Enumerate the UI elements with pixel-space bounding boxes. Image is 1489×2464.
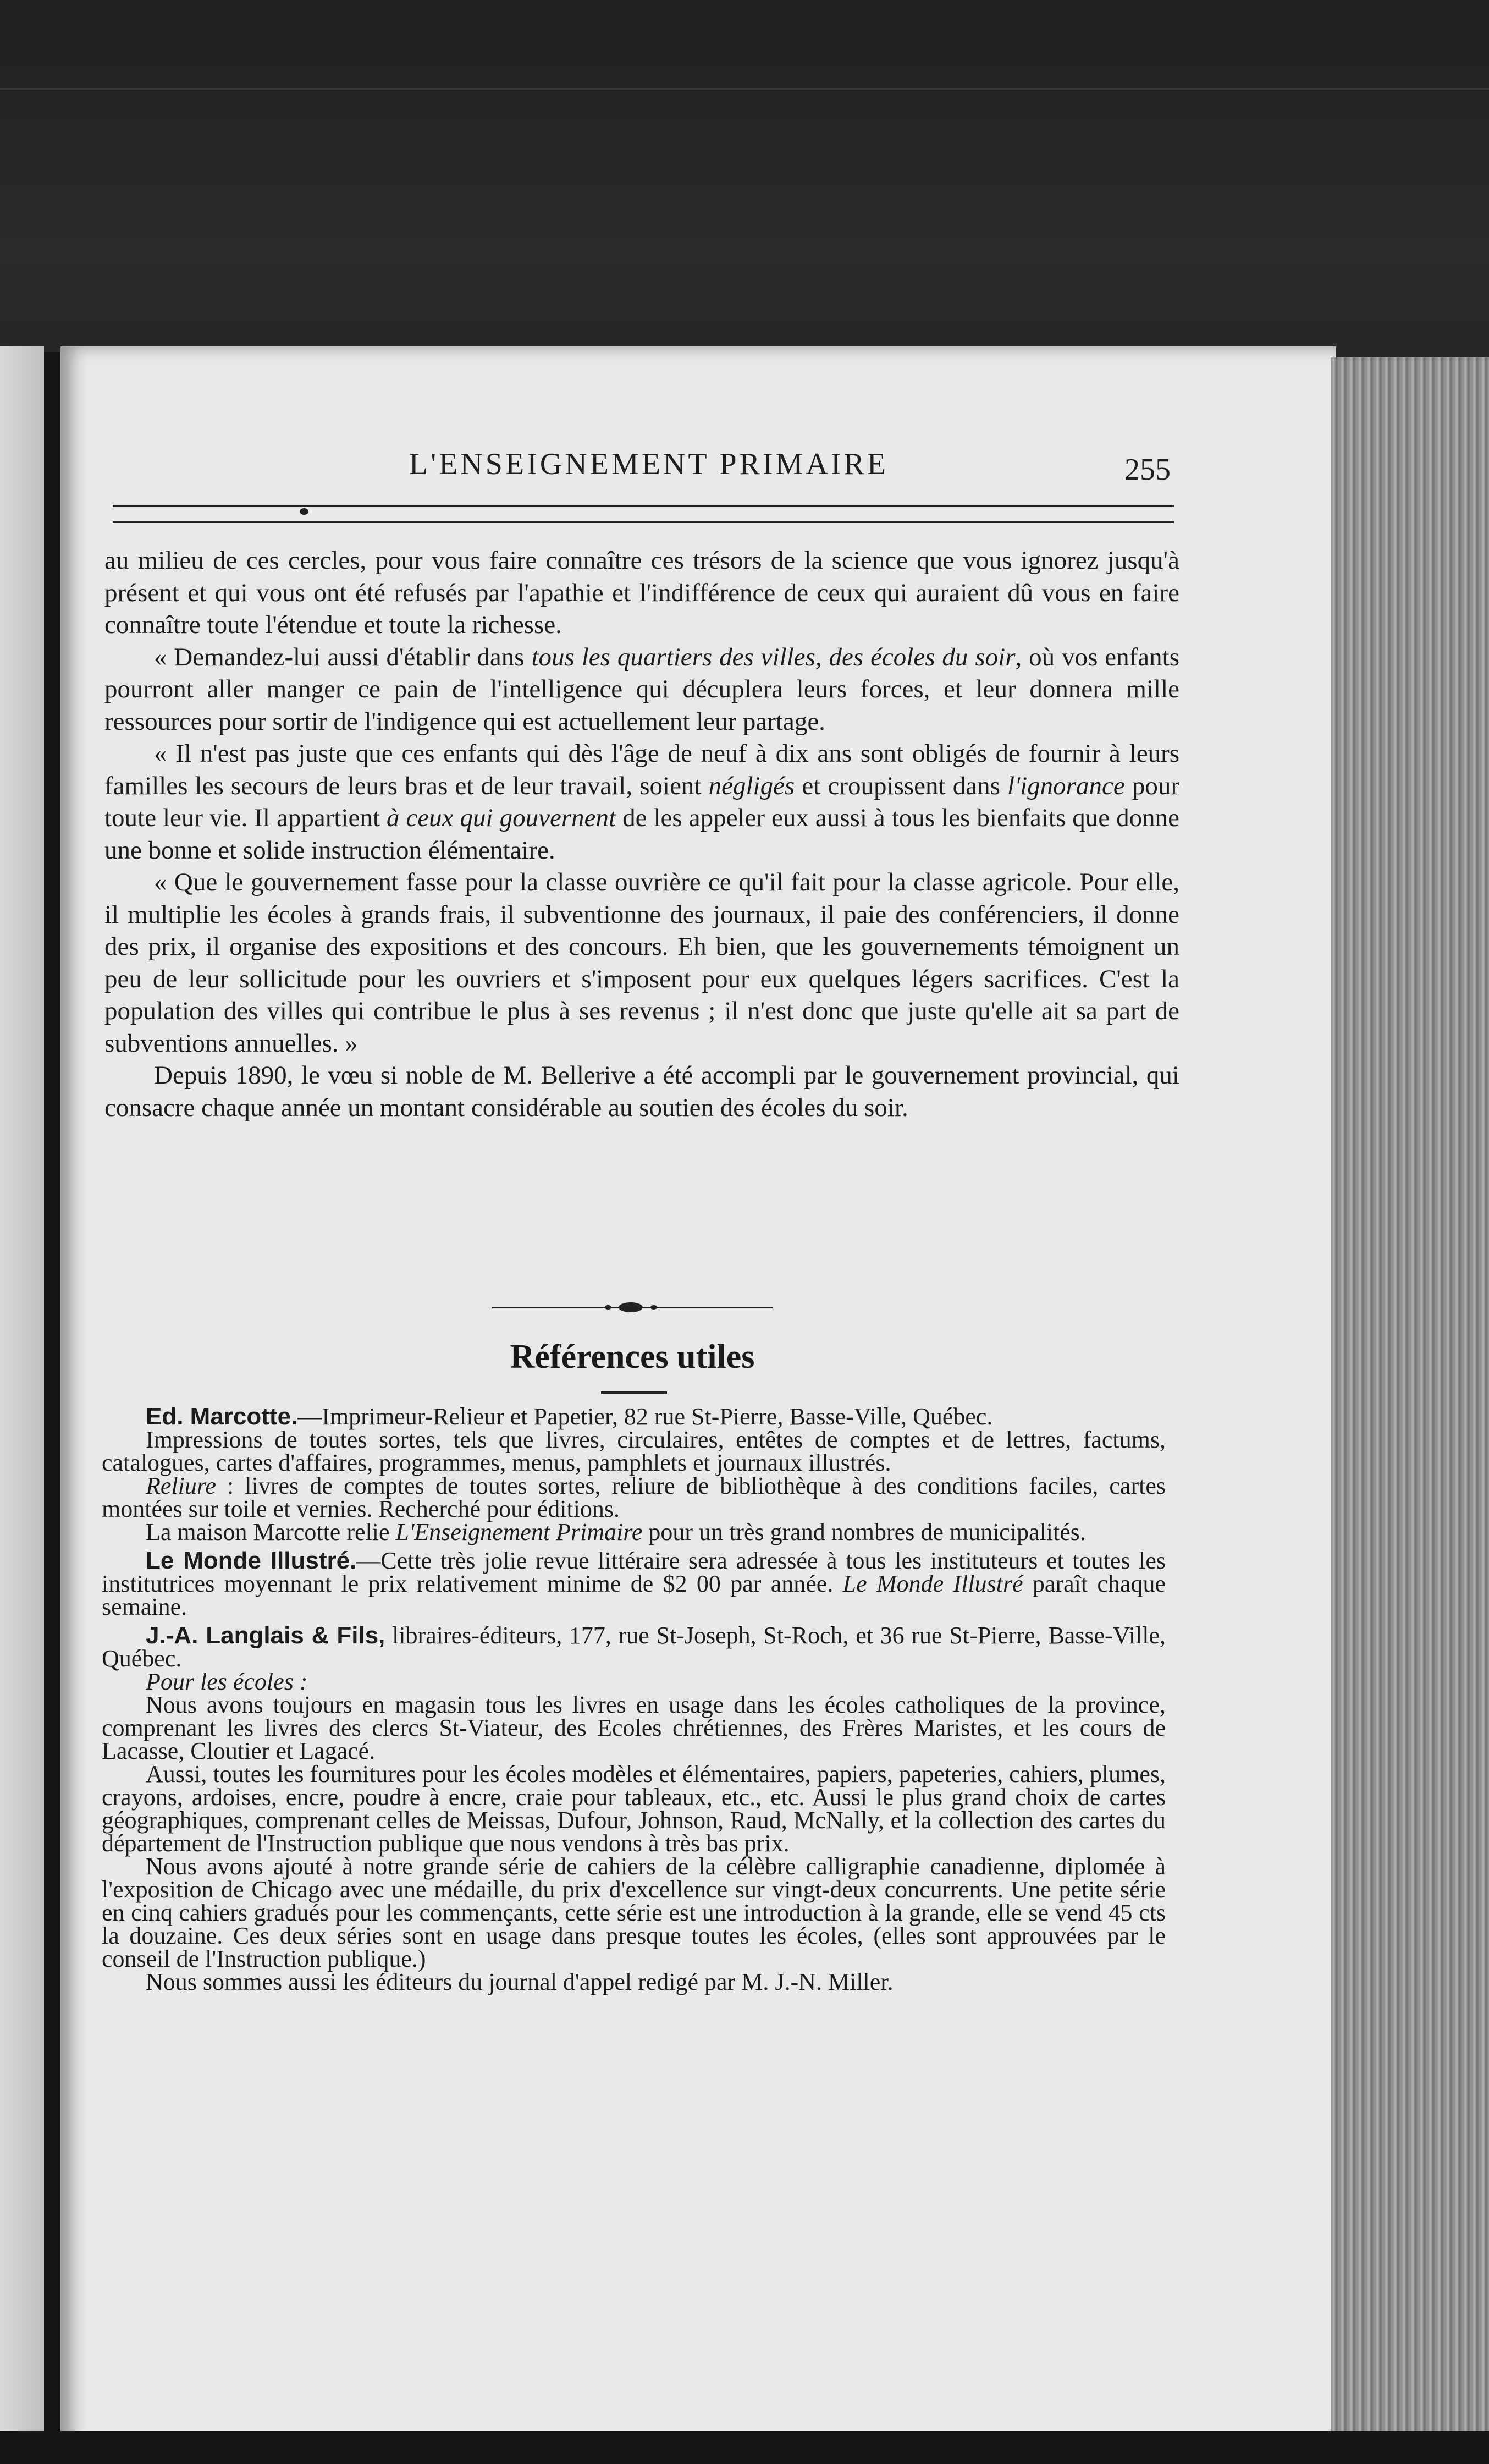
reference-monde-illustre — [102, 1549, 1166, 1619]
title-underline — [601, 1392, 667, 1394]
reference-name: J.-A. Langlais & Fils, — [146, 1622, 385, 1649]
emphasis: à ceux qui gouvernent — [386, 804, 616, 832]
reference-langlais — [102, 1624, 1166, 1670]
emphasis: Le Monde Illustré — [842, 1570, 1023, 1597]
langlais-paragraph-1: Nous avons toujours en magasin tous les livres en usage dans les écoles catholiques de la province, comprenant les livres des clercs St-Viateur, des Ecoles chrétiennes, des Frères Maristes, et les cours de Lacasse, Cloutier et Lagacé. — [102, 1691, 1166, 1764]
references-list — [102, 1400, 1166, 1994]
paragraph-2 — [104, 641, 1179, 738]
paragraph-1: au milieu de ces cercles, pour vous faire connaître ces trésors de la science que vous ignorez jusqu'à présent et qui vous ont été refusés par l'apathie et l'indifférence de ceux qui auraient dû vous en faire connaître toute l'étendue et toute la richesse. — [104, 546, 1179, 639]
emphasis: négligés — [708, 771, 795, 800]
ornament-dot — [605, 1305, 611, 1310]
marcotte-paragraph-2 — [102, 1472, 1166, 1522]
emphasis: tous les quartiers des villes, des écoles du soir — [531, 642, 1016, 672]
text-span: : livres de comptes de toutes sortes, reliure de bibliothèque à des conditions faciles, cartes montées sur toile et vernies. Recherché pour éditions. — [102, 1472, 1166, 1522]
text-span: « Demandez-lui aussi d'établir dans — [154, 642, 532, 672]
text-span: —Imprimeur-Relieur et Papetier, 82 rue St-Pierre, Basse-Ville, Québec. — [297, 1403, 993, 1430]
header-rule — [113, 505, 1174, 523]
emphasis: L'Enseignement Primaire — [395, 1519, 643, 1546]
text-span: La maison Marcotte relie — [146, 1519, 396, 1546]
section-title: Références utiles — [510, 1338, 755, 1376]
reference-name: Le Monde Illustré. — [146, 1547, 357, 1574]
section-ornament — [492, 1301, 773, 1314]
paragraph-5: Depuis 1890, le vœu si noble de M. Bellerive a été accompli par le gouvernement provincial, qui consacre chaque année un montant considérable au soutien des écoles du soir. — [104, 1061, 1179, 1122]
article-body — [104, 544, 1179, 1124]
left-page-strip — [0, 346, 44, 2464]
text-span: pour toute leur vie. Il appartient — [104, 771, 1180, 832]
page-number: 255 — [1124, 453, 1171, 487]
marcotte-paragraph-1: Impressions de toutes sortes, tels que livres, circulaires, entêtes de comptes et de lettres, factums, catalogues, cartes d'affaires, programmes, menus, pamphlets et journaux illustrés. — [102, 1426, 1166, 1476]
emphasis: l'ignorance — [1007, 771, 1125, 800]
background-line — [0, 88, 1489, 90]
emphasis: Reliure — [146, 1472, 216, 1499]
text-span: de les appeler eux aussi à tous les bienfaits que donne une bonne et solide instruction élémentaire. — [104, 804, 1179, 865]
langlais-paragraph-3: Nous avons ajouté à notre grande série de cahiers de la célèbre calligraphie canadienne, diplomée à l'exposition de Chicago avec une médaille, du prix d'excellence sur vingt-deux concurrents. Une petite série en cinq cahiers gradués pour les commençants, cette série est une introduction à la grande, elle se vend 45 cts la douzaine. Ces deux séries sont en usage dans presque toutes les écoles, (elles sont approuvées par le conseil de l'Instruction publique.) — [102, 1853, 1166, 1972]
text-span: pour un très grand nombres de municipalités. — [642, 1519, 1086, 1546]
text-span: libraires-éditeurs, 177, rue St-Joseph, St-Roch, et 36 rue St-Pierre, Basse-Ville, Québec. — [102, 1622, 1166, 1672]
rule-dot — [300, 508, 308, 515]
running-head: L'ENSEIGNEMENT PRIMAIRE — [409, 447, 889, 481]
paragraph-4: « Que le gouvernement fasse pour la classe ouvrière ce qu'il fait pour la classe agricole. Pour elle, il multiplie les écoles à grands frais, il subventionne des journaux, il paie des conférenciers, il donne des prix, il organise des expositions et des concours. Eh bien, que les gouvernements témoignent un peu de leur sollicitude pour les ouvriers et s'imposent pour eux quelques légers sacrifices. C'est la population des villes qui contribue le plus à ses revenus ; il n'est donc que juste qu'elle ait sa part de subventions annuelles. » — [104, 868, 1179, 1058]
emphasis: Pour les écoles : — [146, 1668, 308, 1695]
text-span: et croupissent dans — [795, 771, 1008, 800]
ornament-center — [619, 1302, 643, 1312]
text-span: —Cette très jolie revue littéraire sera adressée à tous les instituteurs et toutes les institutrices moyennant le prix relativement minime de $2 00 par année. — [102, 1547, 1166, 1597]
text-span: « Il n'est pas juste que ces enfants qui dès l'âge de neuf à dix ans sont obligés de fournir à leurs familles les secours de leurs bras et de leur travail, soient — [104, 739, 1179, 800]
text-span: , où vos enfants pourront aller manger ce pain de l'intelligence qui décuplera leurs forces, et leur donnera mille ressources pour sortir de l'indigence qui est actuellement leur partage. — [104, 642, 1179, 736]
reference-name: Ed. Marcotte. — [146, 1403, 298, 1430]
ornament-dot — [650, 1305, 657, 1310]
langlais-subhead — [102, 1670, 1166, 1693]
reference-marcotte — [102, 1405, 1166, 1428]
text-span: paraît chaque semaine. — [102, 1570, 1166, 1620]
background-bottom — [0, 2431, 1489, 2464]
langlais-paragraph-2: Aussi, toutes les fournitures pour les écoles modèles et élémentaires, papiers, papeteries, cahiers, plumes, crayons, ardoises, encre, poudre à encre, craie pour tableaux, etc., etc. Aussi le plus grand choix de cartes géographiques, comprenant celles de Meissas, Dufour, Johnson, Raud, McNally, et la collection des cartes du département de l'Instruction publique que nous vendons à très bas prix. — [102, 1761, 1166, 1857]
paragraph-3 — [104, 738, 1179, 866]
marcotte-paragraph-3 — [102, 1521, 1166, 1544]
page-edges — [1331, 358, 1489, 2464]
background-top — [0, 0, 1489, 358]
langlais-paragraph-4: Nous sommes aussi les éditeurs du journal d'appel redigé par M. J.-N. Miller. — [146, 1968, 894, 1995]
